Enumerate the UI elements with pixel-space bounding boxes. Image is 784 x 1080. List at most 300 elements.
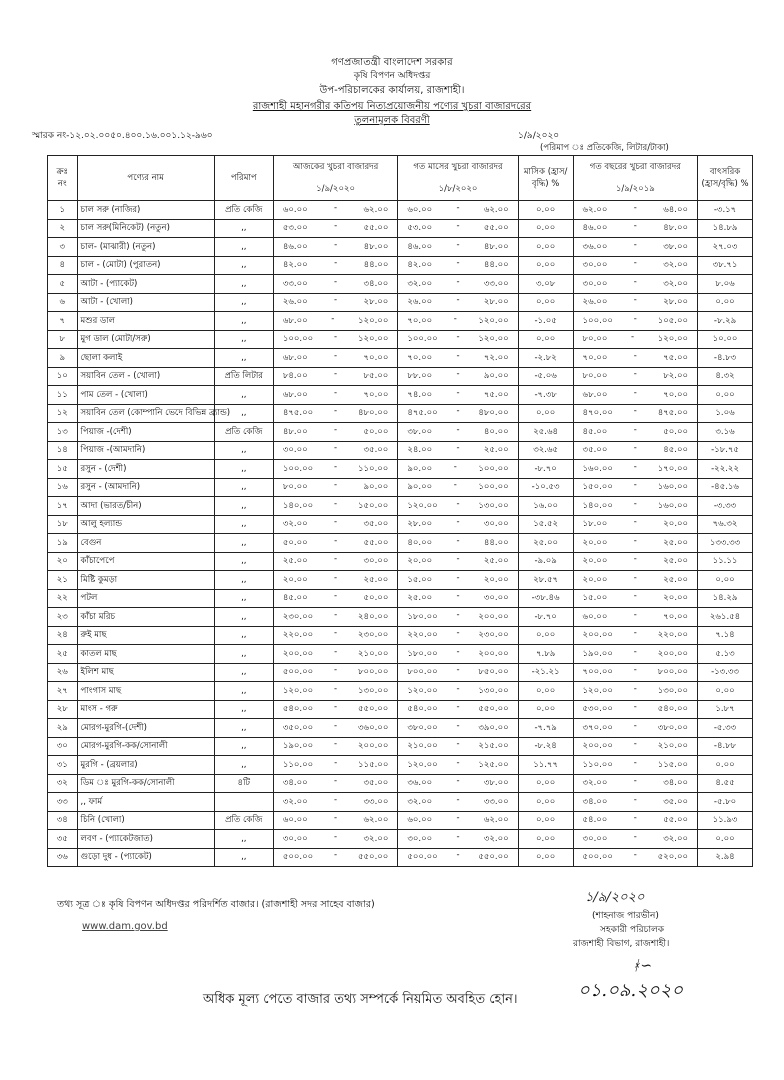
table-row — [48, 386, 753, 405]
cell-today: ৬৮.০০ - ৭০.০০ — [273, 349, 398, 368]
cell-last-month: ৩২.০০ - ৩৩.০০ — [398, 275, 518, 294]
cell-unit: প্রতি কেজি — [214, 423, 273, 442]
signature-date-1: ১/৯/২০২০ — [585, 890, 645, 905]
cell-unit: ,, — [214, 589, 273, 608]
last-month-date: ১/৮/২০২০ — [438, 184, 478, 194]
cell-monthly: -৮.২৪ — [518, 737, 573, 756]
cell-today: ৩২.০০ - ৩৫.০০ — [273, 515, 398, 534]
table-row — [48, 682, 753, 701]
cell-unit: ,, — [214, 460, 273, 479]
cell-monthly: -২.৮২ — [518, 349, 573, 368]
cell-last-month: ৪৭৫.০০ - ৪৮০.০০ — [398, 404, 518, 423]
cell-last-year: ৪৭০.০০ - ৪৭৫.০০ — [573, 404, 698, 423]
cell-name: গুড়ো দুধ - (প্যাকেট) — [77, 848, 214, 867]
cell-today: ১১০.০০ - ১১৫.০০ — [273, 756, 398, 775]
col-today: আজকের খুচরা বাজারদর ১/৯/২০২০ — [273, 156, 398, 201]
cell-today: ৩৫০.০০ - ৩৬০.০০ — [273, 719, 398, 738]
cell-last-month: ৭০.০০ - ৭২.০০ — [398, 349, 518, 368]
cell-today: ১২০.০০ - ১৩০.০০ — [273, 682, 398, 701]
table-row — [48, 238, 753, 257]
table-row — [48, 756, 753, 775]
cell-today: ৪৫.০০ - ৫০.০০ — [273, 589, 398, 608]
table-row — [48, 441, 753, 460]
cell-unit: ,, — [214, 663, 273, 682]
cell-unit: ,, — [214, 441, 273, 460]
cell-last-year: ৮০.০০ - ৮২.০০ — [573, 367, 698, 386]
col-sl: ক্রঃ নং — [48, 156, 78, 201]
cell-name: পটল — [77, 589, 214, 608]
cell-yearly: -৪৫.১৬ — [698, 478, 753, 497]
cell-last-month: ৬০.০০ - ৬২.০০ — [398, 811, 518, 830]
cell-today: ১৪০.০০ - ১৫০.০০ — [273, 497, 398, 516]
table-row — [48, 737, 753, 756]
cell-last-month: ৬০.০০ - ৬২.০০ — [398, 201, 518, 220]
table-row — [48, 552, 753, 571]
cell-monthly: ০.০০ — [518, 793, 573, 812]
cell-sl: ১১ — [48, 386, 78, 405]
cell-last-year: ৩০.০০ - ৩২.০০ — [573, 256, 698, 275]
unit-note: (পরিমাপ ঃ প্রতিকেজি, লিটার/টাকা) — [540, 143, 669, 153]
table-row — [48, 848, 753, 867]
table-row — [48, 256, 753, 275]
cell-last-year: ৭০০.০০ - ৮০০.০০ — [573, 663, 698, 682]
cell-unit: ,, — [214, 293, 273, 312]
table-row — [48, 830, 753, 849]
cell-name: চাল সরু(মিনিকেট) (নতুন) — [77, 219, 214, 238]
cell-monthly: -১.০৫ — [518, 312, 573, 331]
cell-sl: ১৫ — [48, 460, 78, 479]
cell-yearly: ১.৮৭ — [698, 700, 753, 719]
cell-monthly: ০.০০ — [518, 238, 573, 257]
cell-last-year: ১৬০.০০ - ১৭০.০০ — [573, 460, 698, 479]
cell-sl: ৩৪ — [48, 811, 78, 830]
cell-monthly: ০.০০ — [518, 682, 573, 701]
cell-name: রসুন - (দেশী) — [77, 460, 214, 479]
cell-sl: ১৮ — [48, 515, 78, 534]
cell-today: ৬০.০০ - ৬২.০০ — [273, 201, 398, 220]
report-subtitle: তুলনামূলক বিবরণী — [354, 115, 430, 126]
table-row — [48, 349, 753, 368]
cell-yearly: ২৭.০৩ — [698, 238, 753, 257]
cell-name: মাংস - গরু — [77, 700, 214, 719]
cell-last-year: ২০.০০ - ২৫.০০ — [573, 552, 698, 571]
cell-last-month: ৩৮০.০০ - ৩৯০.০০ — [398, 719, 518, 738]
cell-today: ৫৪০.০০ - ৫৫০.০০ — [273, 700, 398, 719]
cell-last-year: ৬৮.০০ - ৭০.০০ — [573, 386, 698, 405]
cell-today: ৮০.০০ - ৯০.০০ — [273, 478, 398, 497]
cell-name: মিষ্টি কুমড়া — [77, 571, 214, 590]
col-last-year: গত বছরের খুচরা বাজারদর ১/৯/২০১৯ — [573, 156, 698, 201]
cell-monthly: -৮.৭০ — [518, 460, 573, 479]
cell-sl: ৮ — [48, 330, 78, 349]
cell-yearly: ৩.১৬ — [698, 423, 753, 442]
cell-yearly: ৭৬.৩২ — [698, 515, 753, 534]
cell-sl: ১ — [48, 201, 78, 220]
cell-unit: প্রতি লিটার — [214, 367, 273, 386]
col-last-month: গত মাসের খুচরা বাজারদর ১/৮/২০২০ — [398, 156, 518, 201]
cell-yearly: -৩.১৭ — [698, 201, 753, 220]
gov-title: গণপ্রজাতন্ত্রী বাংলাদেশ সরকার — [331, 57, 453, 68]
cell-last-year: ১৯০.০০ - ২০০.০০ — [573, 645, 698, 664]
table-row — [48, 645, 753, 664]
cell-yearly: ০.০০ — [698, 571, 753, 590]
cell-name: আদা (ভারত/চীন) — [77, 497, 214, 516]
cell-today: ১০০.০০ - ১২০.০০ — [273, 330, 398, 349]
cell-unit: প্রতি কেজি — [214, 811, 273, 830]
signature-date-2: ০১.০৯.২০২০ — [578, 980, 684, 1001]
cell-sl: ৯ — [48, 349, 78, 368]
cell-last-year: ১২০.০০ - ১৩০.০০ — [573, 682, 698, 701]
cell-name: পিয়াজ -(দেশী) — [77, 423, 214, 442]
cell-monthly: -৩৮.৪৬ — [518, 589, 573, 608]
cell-yearly: ০.০০ — [698, 682, 753, 701]
cell-today: ৪৬.০০ - ৪৮.০০ — [273, 238, 398, 257]
cell-yearly: ৪.৫৫ — [698, 774, 753, 793]
cell-monthly: -৮.৭০ — [518, 608, 573, 627]
col-monthly: মাসিক (হ্রাস/বৃদ্ধি) % — [518, 156, 573, 201]
table-row — [48, 293, 753, 312]
cell-monthly: ০.০০ — [518, 626, 573, 645]
cell-name: পিয়াজ -(আমদানি) — [77, 441, 214, 460]
cell-yearly: ১.০৬ — [698, 404, 753, 423]
cell-yearly: -১৩.৩৩ — [698, 663, 753, 682]
cell-last-year: ৩৫.০০ - ৪৫.০০ — [573, 441, 698, 460]
cell-last-month: ৪৬.০০ - ৪৮.০০ — [398, 238, 518, 257]
cell-unit: ,, — [214, 552, 273, 571]
table-row — [48, 700, 753, 719]
table-row — [48, 589, 753, 608]
cell-last-year: ৮০.০০ - ১২০.০০ — [573, 330, 698, 349]
cell-sl: ৩২ — [48, 774, 78, 793]
cell-monthly: -২১.২১ — [518, 663, 573, 682]
cell-today: ৩০.০০ - ৩৫.০০ — [273, 441, 398, 460]
cell-yearly: ৪.৩২ — [698, 367, 753, 386]
cell-name: লবণ - (প্যাকেটজাত) — [77, 830, 214, 849]
cell-name: আটা - (খোলা) — [77, 293, 214, 312]
cell-monthly: ০.০০ — [518, 830, 573, 849]
cell-sl: ২২ — [48, 589, 78, 608]
cell-yearly: ১৪.২৯ — [698, 589, 753, 608]
cell-last-year: ১৫০.০০ - ১৬০.০০ — [573, 478, 698, 497]
cell-last-year: ৬২.০০ - ৬৪.০০ — [573, 201, 698, 220]
table-row — [48, 663, 753, 682]
memo-number: স্মারক নং-১২.০২.০০৫০.৪০০.১৬.০০১.১২-৯৬০ — [32, 131, 213, 141]
signatory-role: সহকারী পরিচালক — [600, 925, 665, 935]
cell-last-year: ১৪০.০০ - ১৬০.০০ — [573, 497, 698, 516]
cell-unit: ,, — [214, 848, 273, 867]
cell-last-year: ৩০.০০ - ৩২.০০ — [573, 830, 698, 849]
cell-today: ৪৮.০০ - ৫০.০০ — [273, 423, 398, 442]
cell-last-month: ৮৮.০০ - ৯০.০০ — [398, 367, 518, 386]
cell-today: ২৬.০০ - ২৮.০০ — [273, 293, 398, 312]
table-row — [48, 423, 753, 442]
cell-last-year: ৩৬.০০ - ৩৮.০০ — [573, 238, 698, 257]
cell-sl: ২৪ — [48, 626, 78, 645]
cell-last-month: ২৬.০০ - ২৮.০০ — [398, 293, 518, 312]
table-row — [48, 608, 753, 627]
cell-yearly: ১৩৩.৩৩ — [698, 534, 753, 553]
cell-monthly: ৭.৮৯ — [518, 645, 573, 664]
cell-last-year: ১১০.০০ - ১১৫.০০ — [573, 756, 698, 775]
cell-yearly: ২.৯৪ — [698, 848, 753, 867]
cell-name: মোরগ-মুরগি-কক/সোনালী — [77, 737, 214, 756]
cell-last-year: ১৮.০০ - ২০.০০ — [573, 515, 698, 534]
cell-name: রসুন - (আমদানি) — [77, 478, 214, 497]
cell-today: ২০০.০০ - ২১০.০০ — [273, 645, 398, 664]
cell-unit: ,, — [214, 404, 273, 423]
cell-unit: ,, — [214, 238, 273, 257]
cell-unit: ,, — [214, 626, 273, 645]
cell-name: পাংগাস মাছ — [77, 682, 214, 701]
footer-note: অধিক মূল্য পেতে বাজার তথ্য সম্পর্কে নিয়মিত অবহিত হোন। — [203, 992, 518, 1007]
cell-last-month: ৩৬.০০ - ৩৮.০০ — [398, 774, 518, 793]
cell-last-month: ৪০.০০ - ৪৪.০০ — [398, 534, 518, 553]
cell-last-year: ২৬.০০ - ২৮.০০ — [573, 293, 698, 312]
cell-monthly: ২৫.৬৪ — [518, 423, 573, 442]
cell-yearly: ০.০০ — [698, 830, 753, 849]
cell-last-year: ৬০.০০ - ৭০.০০ — [573, 608, 698, 627]
cell-monthly: -১০.৫৩ — [518, 478, 573, 497]
cell-yearly: ০.০০ — [698, 293, 753, 312]
cell-monthly: ২৫.০০ — [518, 534, 573, 553]
cell-monthly: ০.০০ — [518, 219, 573, 238]
cell-last-year: ৩৭০.০০ - ৩৮০.০০ — [573, 719, 698, 738]
table-row — [48, 275, 753, 294]
cell-unit: ,, — [214, 386, 273, 405]
cell-name: চাল - (মোটা) (পুরাতন) — [77, 256, 214, 275]
cell-monthly: ০.০০ — [518, 201, 573, 220]
cell-unit: ,, — [214, 756, 273, 775]
table-row — [48, 497, 753, 516]
cell-unit: ,, — [214, 719, 273, 738]
cell-today: ৪৭৫.০০ - ৪৮০.০০ — [273, 404, 398, 423]
signatory-name: (শাহনাজ পারভীন) — [592, 911, 659, 921]
cell-yearly: -২২.২২ — [698, 460, 753, 479]
cell-unit: ,, — [214, 700, 273, 719]
cell-sl: ১৭ — [48, 497, 78, 516]
cell-name: ইলিশ মাছ — [77, 663, 214, 682]
cell-sl: ১৯ — [48, 534, 78, 553]
cell-last-month: ৯০.০০ - ১০০.০০ — [398, 460, 518, 479]
cell-unit: ,, — [214, 534, 273, 553]
cell-monthly: ০.০০ — [518, 256, 573, 275]
cell-last-month: ৫০০.০০ - ৫৫০.০০ — [398, 848, 518, 867]
cell-today: ১৯০.০০ - ২০০.০০ — [273, 737, 398, 756]
cell-sl: ২ — [48, 219, 78, 238]
cell-monthly: ১৫.৫২ — [518, 515, 573, 534]
cell-last-month: ২২০.০০ - ২৩০.০০ — [398, 626, 518, 645]
cell-last-year: ২০০.০০ - ২২০.০০ — [573, 626, 698, 645]
cell-last-month: ১২০.০০ - ১৩০.০০ — [398, 497, 518, 516]
col-name: পণ্যের নাম — [77, 156, 214, 201]
cell-today: ৬৮.০০ - ৭০.০০ — [273, 386, 398, 405]
cell-sl: ২৩ — [48, 608, 78, 627]
table-row — [48, 201, 753, 220]
cell-sl: ৬ — [48, 293, 78, 312]
office-title: উপ-পরিচালকের কার্যালয়, রাজশাহী। — [319, 85, 465, 96]
cell-unit: ,, — [214, 275, 273, 294]
cell-yearly: -৫.৮০ — [698, 793, 753, 812]
cell-last-month: ২০.০০ - ২৫.০০ — [398, 552, 518, 571]
table-row — [48, 219, 753, 238]
cell-yearly: ৮.০৬ — [698, 275, 753, 294]
table-row — [48, 626, 753, 645]
cell-last-month: ৩২.০০ - ৩৩.০০ — [398, 793, 518, 812]
cell-yearly: -৪.৮৩ — [698, 349, 753, 368]
cell-name: সয়াবিন তেল (কোম্পানি ভেদে বিভিন্ন ব্র্যান্ড) — [77, 404, 214, 423]
cell-unit: ,, — [214, 312, 273, 331]
cell-today: ৫০০.০০ - ৮০০.০০ — [273, 663, 398, 682]
cell-yearly: -৮.২৯ — [698, 312, 753, 331]
cell-last-year: ৫৪.০০ - ৫৫.০০ — [573, 811, 698, 830]
cell-last-year: ২০.০০ - ২৫.০০ — [573, 534, 698, 553]
cell-last-year: ২০০.০০ - ২১০.০০ — [573, 737, 698, 756]
cell-today: ২৫.০০ - ৩০.০০ — [273, 552, 398, 571]
cell-name: কাতল মাছ — [77, 645, 214, 664]
cell-today: ৪২.০০ - ৪৪.০০ — [273, 256, 398, 275]
cell-yearly: ৭.১৪ — [698, 626, 753, 645]
last-year-date: ১/৯/২০১৯ — [615, 184, 655, 194]
cell-last-month: ২৪.০০ - ২৫.০০ — [398, 441, 518, 460]
table-row — [48, 515, 753, 534]
report-date: ১/৯/২০২০ — [518, 131, 560, 141]
cell-last-month: ২৫.০০ - ৩০.০০ — [398, 589, 518, 608]
cell-unit: ,, — [214, 256, 273, 275]
cell-name: কাঁচাপেপে — [77, 552, 214, 571]
cell-sl: ৩৬ — [48, 848, 78, 867]
cell-today: ২০.০০ - ২৫.০০ — [273, 571, 398, 590]
cell-last-month: ১২০.০০ - ১৩০.০০ — [398, 682, 518, 701]
cell-last-month: ১৮০.০০ - ২০০.০০ — [398, 645, 518, 664]
table-row — [48, 478, 753, 497]
cell-last-month: ২৮.০০ - ৩০.০০ — [398, 515, 518, 534]
cell-last-month: ৪২.০০ - ৪৪.০০ — [398, 256, 518, 275]
cell-today: ২২০.০০ - ২৩০.০০ — [273, 626, 398, 645]
cell-yearly: -৩.৩৩ — [698, 497, 753, 516]
cell-monthly: ১১.৭৭ — [518, 756, 573, 775]
cell-yearly: ৩৮.৭১ — [698, 256, 753, 275]
website-link[interactable]: www.dam.gov.bd — [82, 921, 168, 932]
cell-last-month: ৮০০.০০ - ৮৫০.০০ — [398, 663, 518, 682]
cell-name: পাম তেল - (খোলা) — [77, 386, 214, 405]
cell-yearly: ১১.১১ — [698, 552, 753, 571]
cell-name: মুগ ডাল (মোটা/সরু) — [77, 330, 214, 349]
cell-yearly: ০.০০ — [698, 386, 753, 405]
cell-unit: ৪টি — [214, 774, 273, 793]
signature-mark: ᚼ∽ — [632, 958, 653, 974]
cell-sl: ৭ — [48, 312, 78, 331]
cell-unit: প্রতি কেজি — [214, 201, 273, 220]
cell-today: ৩০.০০ - ৩২.০০ — [273, 830, 398, 849]
cell-today: ৮৪.০০ - ৮৫.০০ — [273, 367, 398, 386]
cell-unit: ,, — [214, 682, 273, 701]
table-row — [48, 719, 753, 738]
cell-name: ,, ফার্ম — [77, 793, 214, 812]
cell-unit: ,, — [214, 349, 273, 368]
cell-last-year: ৪৫.০০ - ৫০.০০ — [573, 423, 698, 442]
cell-today: ৬৮.০০ - ১২০.০০ — [273, 312, 398, 331]
cell-sl: ১৬ — [48, 478, 78, 497]
table-row — [48, 367, 753, 386]
cell-last-year: ৪৬.০০ - ৪৮.০০ — [573, 219, 698, 238]
cell-sl: ৪ — [48, 256, 78, 275]
cell-monthly: ০.০০ — [518, 404, 573, 423]
cell-monthly: -৭.৩৮ — [518, 386, 573, 405]
cell-name: ডিম ঃ মুরগি-কক/সোনালী — [77, 774, 214, 793]
cell-last-month: ১০০.০০ - ১২০.০০ — [398, 330, 518, 349]
cell-today: ২৩০.০০ - ২৪০.০০ — [273, 608, 398, 627]
cell-last-month: ১৫.০০ - ২০.০০ — [398, 571, 518, 590]
cell-yearly: ৫.১৩ — [698, 645, 753, 664]
cell-name: ছোলা কলাই — [77, 349, 214, 368]
cell-name: রুই মাছ — [77, 626, 214, 645]
today-date: ১/৯/২০২০ — [316, 184, 356, 194]
cell-last-year: ৭০.০০ - ৭৫.০০ — [573, 349, 698, 368]
cell-sl: ২৫ — [48, 645, 78, 664]
cell-yearly: ১০.০০ — [698, 330, 753, 349]
cell-sl: ৩৫ — [48, 830, 78, 849]
cell-sl: ৩১ — [48, 756, 78, 775]
cell-today: ৬০.০০ - ৬২.০০ — [273, 811, 398, 830]
cell-name: মুরগি - (ব্রয়লার) — [77, 756, 214, 775]
cell-today: ৩৩.০০ - ৩৪.০০ — [273, 275, 398, 294]
col-unit: পরিমাপ — [214, 156, 273, 201]
cell-sl: ২৭ — [48, 682, 78, 701]
table-row — [48, 460, 753, 479]
cell-last-year: ৩২.০০ - ৩৪.০০ — [573, 774, 698, 793]
cell-last-month: ৩৮.০০ - ৪০.০০ — [398, 423, 518, 442]
cell-last-month: ১৮০.০০ - ২০০.০০ — [398, 608, 518, 627]
table-header-row — [48, 156, 753, 201]
cell-yearly: -৪.৮৮ — [698, 737, 753, 756]
cell-unit: ,, — [214, 737, 273, 756]
cell-today: ১০০.০০ - ১১০.০০ — [273, 460, 398, 479]
cell-monthly: -৫.০৬ — [518, 367, 573, 386]
cell-monthly: ১৬.০০ — [518, 497, 573, 516]
cell-name: বেগুন — [77, 534, 214, 553]
cell-unit: ,, — [214, 478, 273, 497]
cell-monthly: ২৮.৫৭ — [518, 571, 573, 590]
cell-monthly: ০.০০ — [518, 811, 573, 830]
report-title: রাজশাহী মহানগরীর কতিপয় নিত্যপ্রয়োজনীয় পণ্যের খুচরা বাজারদরের — [252, 101, 532, 112]
cell-last-year: ৫০০.০০ - ৫২০.০০ — [573, 848, 698, 867]
cell-yearly: ১৪.৮৯ — [698, 219, 753, 238]
cell-sl: ২৬ — [48, 663, 78, 682]
cell-last-month: ৫৪০.০০ - ৫৫০.০০ — [398, 700, 518, 719]
cell-name: আলু হল্যান্ড — [77, 515, 214, 534]
cell-last-year: ৩৪.০০ - ৩৫.০০ — [573, 793, 698, 812]
cell-unit: ,, — [214, 497, 273, 516]
cell-sl: ১২ — [48, 404, 78, 423]
table-row — [48, 312, 753, 331]
cell-monthly: ০.০০ — [518, 700, 573, 719]
cell-monthly: ০.০০ — [518, 293, 573, 312]
cell-monthly: -৭.৭৯ — [518, 719, 573, 738]
cell-last-year: ৫৩০.০০ - ৫৪০.০০ — [573, 700, 698, 719]
cell-name: মোরগ-মুরগি-(দেশী) — [77, 719, 214, 738]
cell-name: কাঁচা মরিচ — [77, 608, 214, 627]
cell-name: চিনি (খোলা) — [77, 811, 214, 830]
cell-last-year: ২০.০০ - ২৫.০০ — [573, 571, 698, 590]
cell-today: ৫৩.০০ - ৫৫.০০ — [273, 219, 398, 238]
cell-unit: ,, — [214, 330, 273, 349]
table-row — [48, 534, 753, 553]
cell-name: চাল- (মাঝারী) (নতুন) — [77, 238, 214, 257]
cell-unit: ,, — [214, 645, 273, 664]
table-row — [48, 571, 753, 590]
cell-monthly: ০.০০ — [518, 848, 573, 867]
cell-unit: ,, — [214, 515, 273, 534]
